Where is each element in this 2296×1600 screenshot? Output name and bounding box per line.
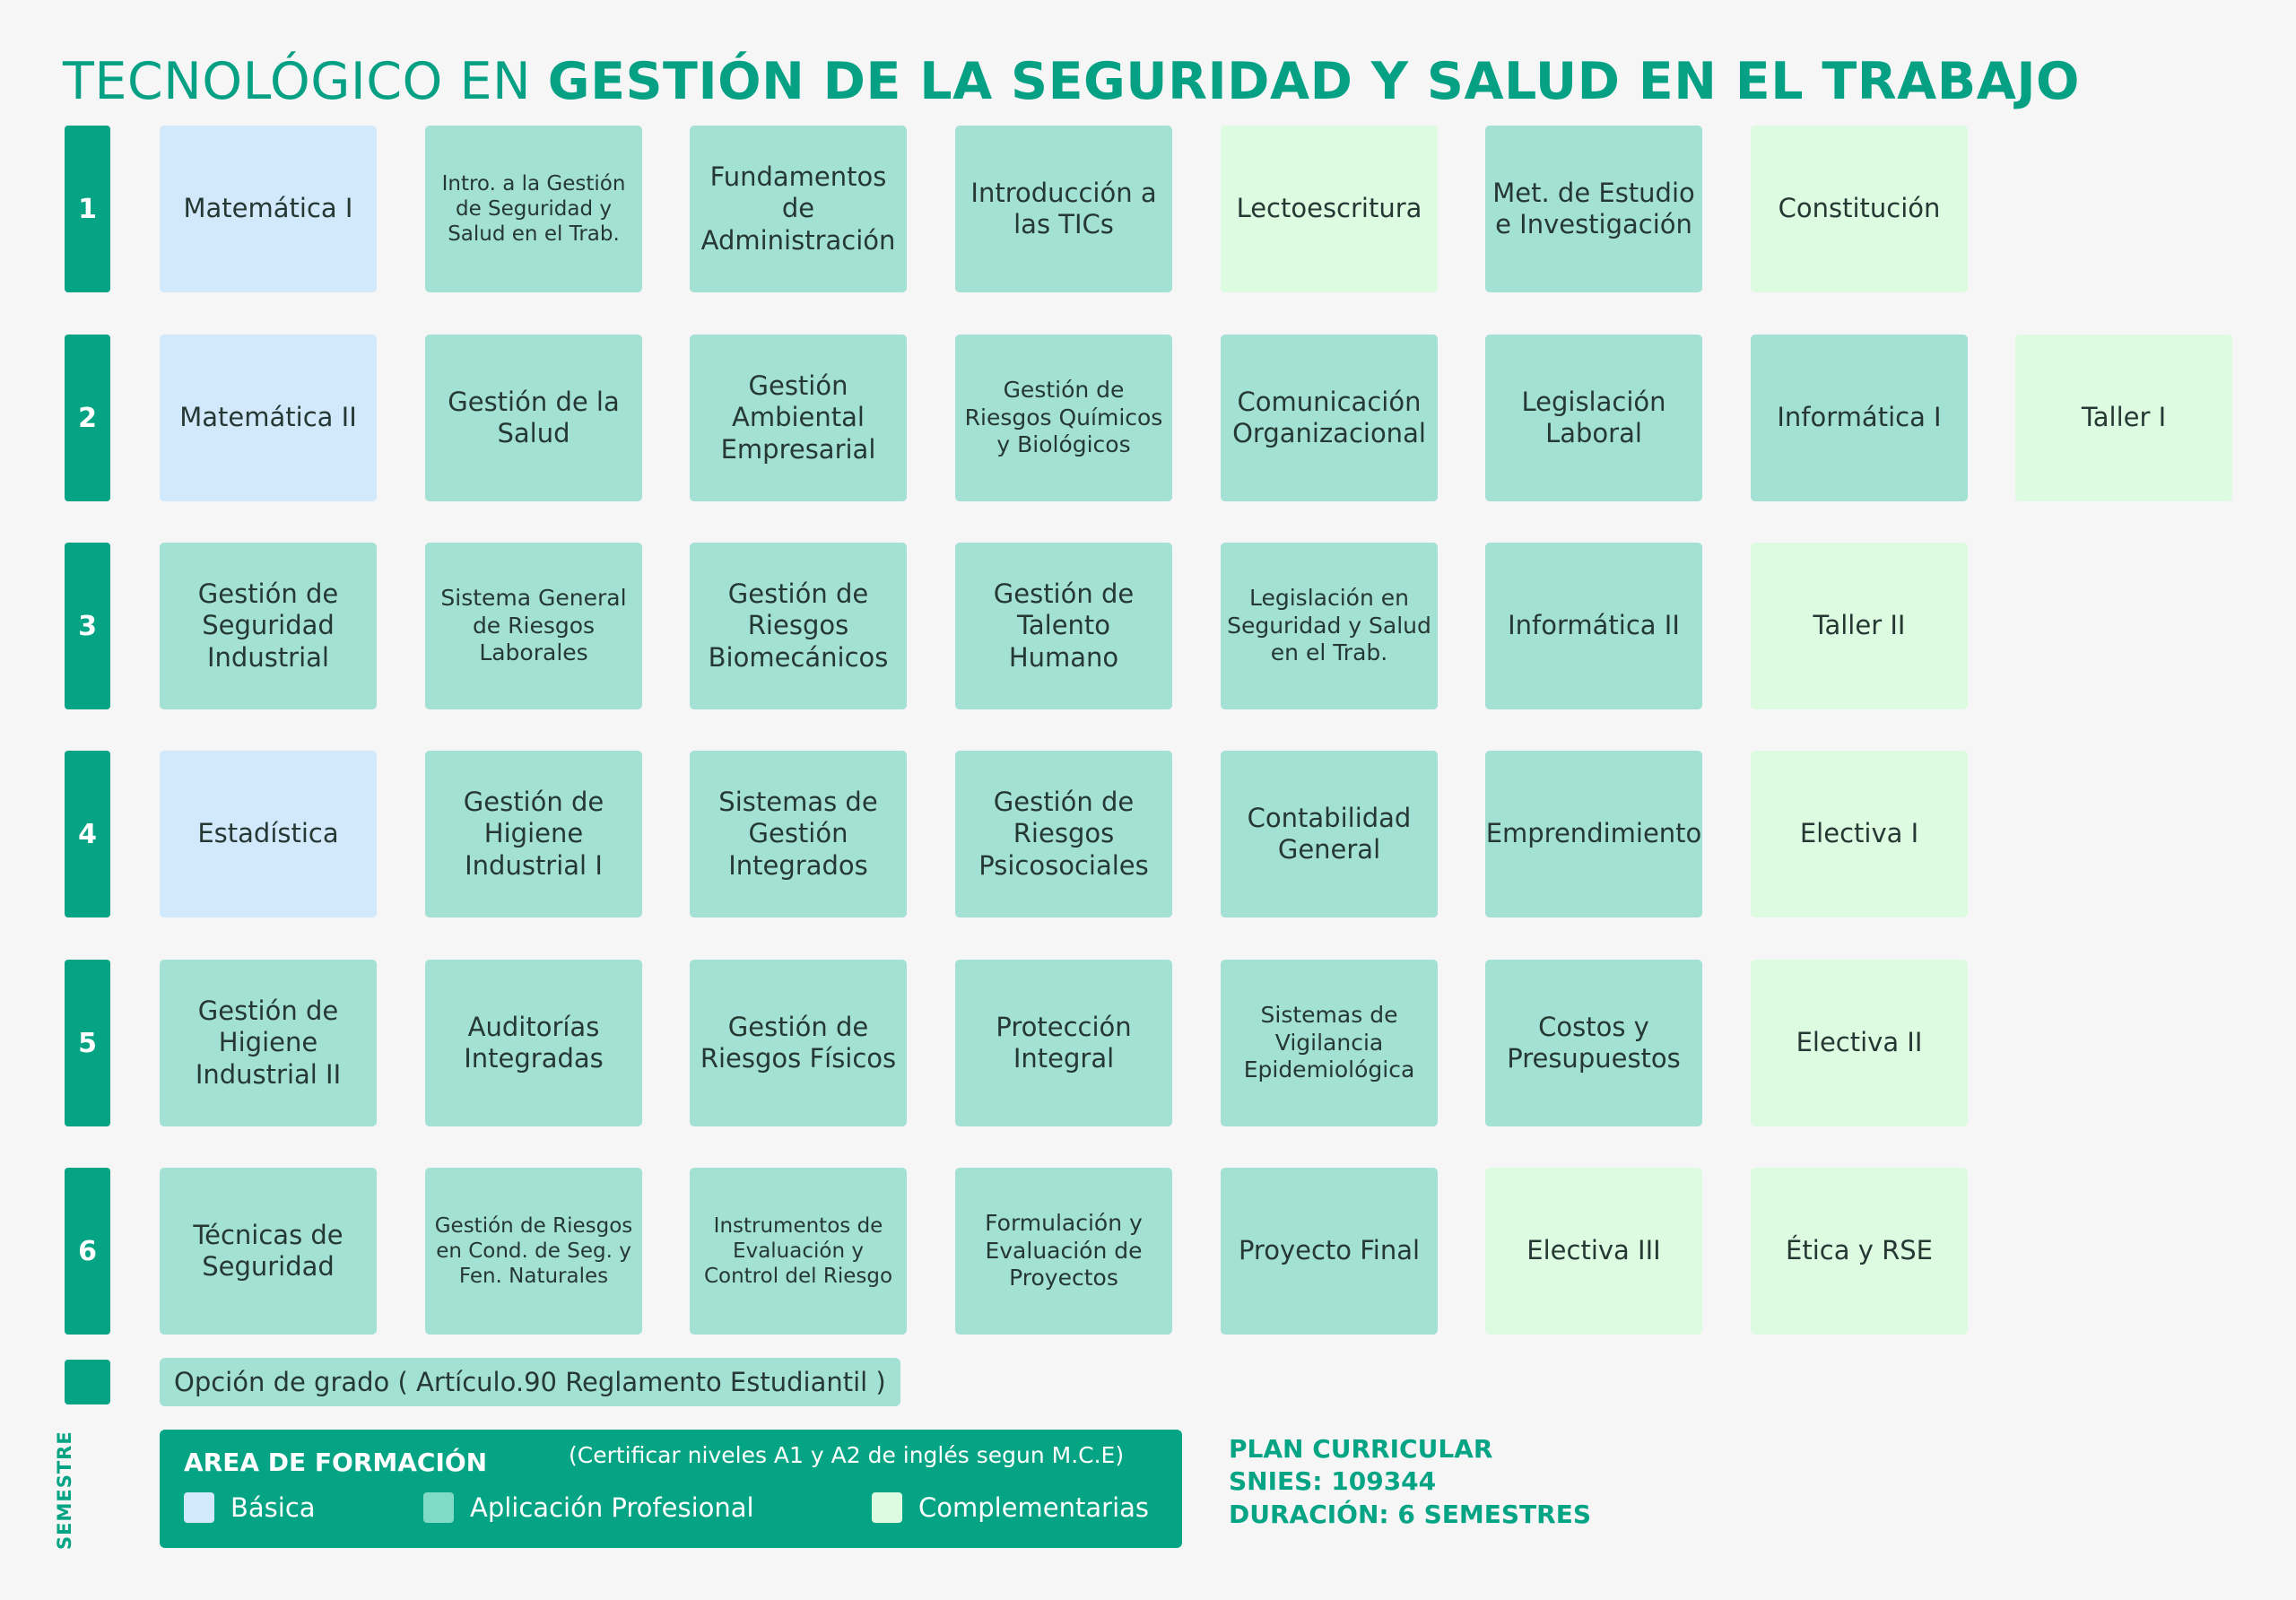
legend-note: (Certificar niveles A1 y A2 de inglés segun M.C.E) [569, 1442, 1125, 1468]
course-cell: Legislación Laboral [1485, 335, 1702, 501]
plan-duration: DURACIÓN: 6 SEMESTRES [1229, 1499, 1591, 1529]
legend-item-basica [184, 1492, 316, 1523]
course-cell: Electiva II [1751, 960, 1968, 1126]
course-cell: Proyecto Final [1221, 1168, 1438, 1335]
course-cell: Protección Integral [955, 960, 1172, 1126]
course-cell: Formulación y Evaluación de Proyectos [955, 1168, 1172, 1335]
course-cell: Met. de Estudio e Investigación [1485, 126, 1702, 292]
semester-marker: 4 [65, 751, 110, 917]
course-cell: Estadística [160, 751, 377, 917]
course-cell: Constitución [1751, 126, 1968, 292]
course-cell: Comunicación Organizacional [1221, 335, 1438, 501]
course-cell: Gestión de Talento Humano [955, 543, 1172, 709]
legend-label-complementaria: Complementarias [918, 1492, 1150, 1523]
course-cell: Gestión de Riesgos Físicos [690, 960, 907, 1126]
course-cell: Sistemas de Vigilancia Epidemiológica [1221, 960, 1438, 1126]
course-cell: Gestión de Higiene Industrial I [425, 751, 642, 917]
course-cell: Electiva III [1485, 1168, 1702, 1335]
semester-marker: 1 [65, 126, 110, 292]
course-cell: Gestión de Riesgos Psicosociales [955, 751, 1172, 917]
semester-axis-label: SEMESTRE [54, 1430, 75, 1550]
course-cell: Taller I [2015, 335, 2232, 501]
course-cell: Informática II [1485, 543, 1702, 709]
course-cell: Instrumentos de Evaluación y Control del Riesgo [690, 1168, 907, 1335]
semester-marker: 5 [65, 960, 110, 1126]
course-cell: Costos y Presupuestos [1485, 960, 1702, 1126]
semester-marker: 3 [65, 543, 110, 709]
semester-marker: 6 [65, 1168, 110, 1335]
legend-swatch-complementaria [872, 1492, 902, 1523]
grado-option: Opción de grado ( Artículo.90 Reglamento Estudiantil ) [160, 1358, 900, 1406]
course-cell: Gestión de Seguridad Industrial [160, 543, 377, 709]
course-cell: Sistema General de Riesgos Laborales [425, 543, 642, 709]
plan-title: PLAN CURRICULAR [1229, 1434, 1493, 1464]
course-cell: Intro. a la Gestión de Seguridad y Salud en el Trab. [425, 126, 642, 292]
course-cell: Introducción a las TICs [955, 126, 1172, 292]
course-cell: Emprendimiento [1485, 751, 1702, 917]
course-cell: Taller II [1751, 543, 1968, 709]
course-cell: Sistemas de Gestión Integrados [690, 751, 907, 917]
course-cell: Electiva I [1751, 751, 1968, 917]
course-cell: Gestión de la Salud [425, 335, 642, 501]
legend-panel [160, 1430, 1182, 1548]
plan-info [1229, 1433, 1591, 1531]
course-cell: Informática I [1751, 335, 1968, 501]
legend-item-complementaria [872, 1492, 1149, 1523]
page-title [63, 52, 2080, 111]
plan-snies: SNIES: 109344 [1229, 1466, 1437, 1497]
legend-title: AREA DE FORMACIÓN [184, 1448, 488, 1477]
legend-label-basica: Básica [230, 1492, 316, 1523]
course-cell: Auditorías Integradas [425, 960, 642, 1126]
title-main: GESTIÓN DE LA SEGURIDAD Y SALUD EN EL TRABAJO [547, 52, 2080, 111]
course-cell: Gestión de Riesgos en Cond. de Seg. y Fen. Naturales [425, 1168, 642, 1335]
course-cell: Legislación en Seguridad y Salud en el Trab. [1221, 543, 1438, 709]
title-prefix: TECNOLÓGICO EN [63, 52, 532, 111]
course-cell: Gestión Ambiental Empresarial [690, 335, 907, 501]
course-cell: Ética y RSE [1751, 1168, 1968, 1335]
grado-marker [65, 1360, 110, 1404]
course-cell: Matemática I [160, 126, 377, 292]
course-cell: Matemática II [160, 335, 377, 501]
semester-marker: 2 [65, 335, 110, 501]
legend-label-profesional: Aplicación Profesional [470, 1492, 754, 1523]
course-cell: Contabilidad General [1221, 751, 1438, 917]
legend-swatch-profesional [423, 1492, 454, 1523]
course-cell: Fundamentos de Administración [690, 126, 907, 292]
legend-item-profesional [423, 1492, 754, 1523]
course-cell: Lectoescritura [1221, 126, 1438, 292]
course-cell: Técnicas de Seguridad [160, 1168, 377, 1335]
course-cell: Gestión de Higiene Industrial II [160, 960, 377, 1126]
course-cell: Gestión de Riesgos Químicos y Biológicos [955, 335, 1172, 501]
legend-swatch-basica [184, 1492, 214, 1523]
course-cell: Gestión de Riesgos Biomecánicos [690, 543, 907, 709]
